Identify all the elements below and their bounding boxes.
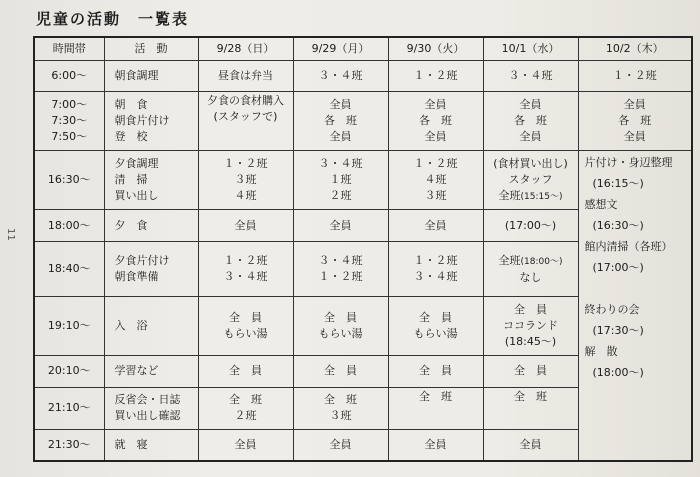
day2-cell bbox=[293, 92, 388, 151]
activity-line: 買い出し bbox=[114, 189, 159, 203]
activity-line: 夕食調理 bbox=[114, 157, 159, 171]
header-time: 時間帯 bbox=[34, 37, 104, 60]
cell-line: 全員 bbox=[329, 130, 352, 144]
day3-cell bbox=[388, 296, 483, 355]
day1-cell bbox=[198, 387, 293, 429]
last-day-line: (18:00〜) bbox=[592, 366, 644, 380]
activity-line: 朝食片付け bbox=[114, 114, 170, 128]
cell-line: スタッフ bbox=[508, 172, 553, 186]
activity-line: 買い出し確認 bbox=[114, 409, 181, 423]
activity-cell bbox=[104, 151, 198, 210]
day1-cell: 全員 bbox=[198, 429, 293, 461]
cell-line: ４班 bbox=[234, 189, 257, 203]
cell-line: (スタッフで) bbox=[213, 110, 278, 124]
day3-cell: １・２班 bbox=[388, 60, 483, 92]
cell-line: １・２班 bbox=[413, 157, 458, 171]
cell-line: ２班 bbox=[234, 409, 257, 423]
activity-line: 清 掃 bbox=[114, 173, 148, 187]
day4-cell bbox=[483, 296, 578, 355]
cell-line: ココランド bbox=[503, 318, 558, 332]
day4-cell: 全 員 bbox=[483, 356, 578, 388]
cell-line: 全員 bbox=[424, 130, 447, 144]
cell-line: 全 員 bbox=[419, 310, 452, 324]
cell-line: もらい湯 bbox=[413, 326, 458, 340]
time-cell: 18:00〜 bbox=[34, 210, 104, 242]
day1-cell bbox=[198, 92, 293, 151]
cell-line: ３・４班 bbox=[318, 254, 363, 268]
cell-line: 各 班 bbox=[514, 114, 547, 128]
last-day-line: (16:15〜) bbox=[592, 177, 644, 191]
cell-line: 全員 bbox=[623, 130, 646, 144]
day3-cell bbox=[388, 151, 483, 210]
cell-line: 全 班 bbox=[324, 393, 357, 407]
cell-line: ３班 bbox=[329, 409, 352, 423]
cell-line: ２班 bbox=[329, 189, 352, 203]
time-cell: 20:10〜 bbox=[34, 356, 104, 388]
last-day-line: 感想文 bbox=[584, 198, 618, 212]
activity-cell bbox=[104, 92, 198, 151]
cell-line: もらい湯 bbox=[318, 326, 363, 340]
cell-line: 全 員 bbox=[514, 302, 547, 316]
day2-cell bbox=[293, 387, 388, 429]
cell-line: 全 班 bbox=[514, 389, 547, 403]
day4-cell: ３・４班 bbox=[483, 60, 578, 92]
cell-line: 全員 bbox=[424, 98, 447, 112]
time-cell: 21:30〜 bbox=[34, 429, 104, 461]
time-cell: 6:00〜 bbox=[34, 60, 104, 92]
activity-line: 朝 食 bbox=[114, 98, 148, 112]
day4-cell bbox=[483, 92, 578, 151]
cell-line bbox=[486, 188, 576, 205]
day3-cell: 全員 bbox=[388, 429, 483, 461]
time-line: 7:50〜 bbox=[51, 130, 88, 144]
last-day-spacer bbox=[585, 278, 690, 299]
day3-cell: 全 員 bbox=[388, 356, 483, 388]
day4-cell: 全員 bbox=[483, 429, 578, 461]
cell-line: １・２班 bbox=[318, 270, 363, 284]
time-cell: 21:10〜 bbox=[34, 387, 104, 429]
day3-cell bbox=[388, 387, 483, 429]
page-side-mark: 11 bbox=[5, 228, 16, 241]
table-row bbox=[34, 151, 692, 210]
cell-line: ３・４班 bbox=[413, 270, 458, 284]
day1-cell: 昼食は弁当 bbox=[198, 60, 293, 92]
time-line: 7:30〜 bbox=[51, 114, 88, 128]
time-line: 7:00〜 bbox=[51, 98, 88, 112]
day2-cell: 全 員 bbox=[293, 356, 388, 388]
day4-cell bbox=[483, 387, 578, 429]
table-header-row bbox=[34, 37, 692, 60]
header-day-3: 9/30（火） bbox=[388, 37, 483, 60]
time-cell: 16:30〜 bbox=[34, 151, 104, 210]
cell-line: (18:45〜) bbox=[504, 334, 557, 348]
time-cell: 18:40〜 bbox=[34, 242, 104, 297]
day2-cell bbox=[293, 296, 388, 355]
cell-line: 全員 bbox=[623, 98, 646, 112]
day4-cell bbox=[483, 151, 578, 210]
day5-cell: １・２班 bbox=[578, 60, 692, 92]
day2-cell bbox=[293, 151, 388, 210]
day5-cell bbox=[578, 92, 692, 151]
cell-line: 各 班 bbox=[618, 114, 652, 128]
cell-line: 全 班 bbox=[419, 389, 452, 403]
last-day-line: 館内清掃（各班） bbox=[584, 240, 673, 254]
cell-note: (15:15〜) bbox=[520, 191, 563, 202]
day4-cell: (17:00〜) bbox=[483, 210, 578, 242]
day1-cell bbox=[198, 296, 293, 355]
cell-line bbox=[486, 253, 576, 270]
last-day-line: 終わりの会 bbox=[584, 303, 640, 317]
day2-cell: 全員 bbox=[293, 210, 388, 242]
cell-line: ３班 bbox=[234, 173, 257, 187]
time-cell: 19:10〜 bbox=[34, 296, 104, 355]
header-day-2: 9/29（月） bbox=[293, 37, 388, 60]
cell-line: 各 班 bbox=[324, 114, 357, 128]
cell-line: ３班 bbox=[424, 189, 447, 203]
day3-cell bbox=[388, 242, 483, 297]
cell-line: ３・４班 bbox=[318, 157, 363, 171]
cell-text: 全班 bbox=[498, 188, 521, 202]
day2-cell: ３・４班 bbox=[293, 60, 388, 92]
cell-line: (食材買い出し) bbox=[493, 156, 568, 170]
activity-line: 夕食片付け bbox=[114, 254, 170, 268]
cell-line: 全員 bbox=[329, 98, 352, 112]
cell-line: ３・４班 bbox=[223, 270, 268, 284]
day2-cell: 全員 bbox=[293, 429, 388, 461]
cell-line: 全 員 bbox=[229, 310, 262, 324]
cell-line: １・２班 bbox=[413, 254, 458, 268]
cell-line: なし bbox=[519, 270, 542, 284]
header-day-4: 10/1（水） bbox=[483, 37, 578, 60]
activity-schedule-table bbox=[33, 36, 693, 462]
cell-line: １班 bbox=[329, 173, 352, 187]
day5-evening-cell bbox=[578, 151, 692, 461]
cell-line: 全 班 bbox=[229, 393, 262, 407]
table-row bbox=[34, 60, 692, 92]
last-day-line: 解 散 bbox=[584, 345, 618, 359]
activity-cell: 学習など bbox=[104, 356, 198, 388]
activity-line: 朝食準備 bbox=[114, 270, 159, 284]
activity-cell: 入 浴 bbox=[104, 296, 198, 355]
cell-line: 全員 bbox=[519, 130, 542, 144]
last-day-line: 片付け・身辺整理 bbox=[584, 156, 673, 170]
time-cell bbox=[34, 92, 104, 151]
cell-line: 全 員 bbox=[324, 310, 357, 324]
last-day-line: (16:30〜) bbox=[592, 219, 644, 233]
day1-cell bbox=[198, 151, 293, 210]
day3-cell bbox=[388, 92, 483, 151]
day3-cell: 全員 bbox=[388, 210, 483, 242]
cell-line: もらい湯 bbox=[223, 326, 268, 340]
day1-cell: 全員 bbox=[198, 210, 293, 242]
day1-cell bbox=[198, 242, 293, 297]
cell-line: 各 班 bbox=[419, 114, 452, 128]
cell-note: (18:00〜) bbox=[520, 256, 563, 267]
last-day-line: (17:00〜) bbox=[592, 261, 644, 275]
header-day-5: 10/2（木） bbox=[578, 37, 692, 60]
document-title: 児童の活動 一覧表 bbox=[36, 10, 190, 28]
cell-line: ４班 bbox=[424, 173, 447, 187]
cell-line: １・２班 bbox=[223, 157, 268, 171]
cell-text: 全班 bbox=[498, 253, 521, 267]
activity-cell: 朝食調理 bbox=[104, 60, 198, 92]
day4-cell bbox=[483, 242, 578, 297]
table-row bbox=[34, 92, 692, 151]
activity-cell bbox=[104, 387, 198, 429]
cell-line: １・２班 bbox=[223, 254, 268, 268]
activity-cell: 夕 食 bbox=[104, 210, 198, 242]
activity-cell: 就 寝 bbox=[104, 429, 198, 461]
cell-line: 夕食の食材購入 bbox=[207, 94, 284, 108]
last-day-line: (17:30〜) bbox=[592, 324, 644, 338]
header-activity: 活 動 bbox=[104, 37, 198, 60]
day1-cell: 全 員 bbox=[198, 356, 293, 388]
activity-line: 登 校 bbox=[114, 130, 148, 144]
cell-line: 全員 bbox=[519, 98, 542, 112]
activity-line: 反省会・日誌 bbox=[114, 393, 181, 407]
activity-cell bbox=[104, 242, 198, 297]
header-day-1: 9/28（日） bbox=[198, 37, 293, 60]
day2-cell bbox=[293, 242, 388, 297]
